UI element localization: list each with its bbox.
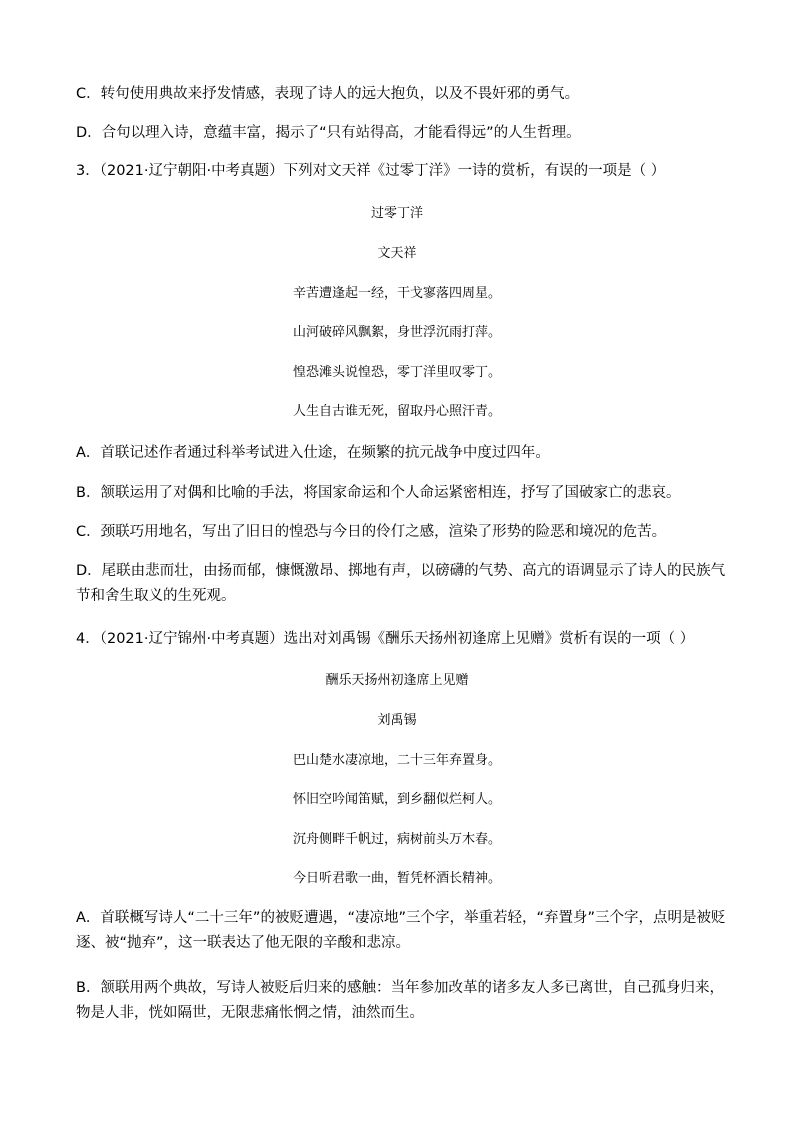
q2-option-c: C．转句使用典故来抒发情感，表现了诗人的远大抱负，以及不畏奸邪的勇气。 xyxy=(76,86,580,102)
q4-poem-line: 怀旧空吟闻笛赋，到乡翻似烂柯人。 xyxy=(292,792,501,807)
q3-poem-title: 过零丁洋 xyxy=(370,206,423,221)
q4-poem-line: 今日听君歌一曲，暂凭杯酒长精神。 xyxy=(292,871,501,886)
q4-stem: 4．（2021·辽宁锦州·中考真题）选出对刘禹锡《酬乐天扬州初逢席上见赠》赏析有误的一项（ ） xyxy=(76,631,695,647)
q3-option-b: B．颔联运用了对偶和比喻的手法，将国家命运和个人命运紧密相连，抒写了国破家亡的悲哀。 xyxy=(76,485,681,501)
q2-option-d: D．合句以理入诗，意蕴丰富，揭示了“只有站得高，才能看得远”的人生哲理。 xyxy=(76,125,581,141)
q3-poem-line: 人生自古谁无死，留取丹心照汗青。 xyxy=(292,404,501,419)
q4-poem-author: 刘禹锡 xyxy=(377,713,417,728)
q4-poem-title: 酬乐天扬州初逢席上见赠 xyxy=(325,673,469,688)
q4-option-a: A．首联概写诗人“二十三年”的被贬遭遇，“凄凉地”三个字，举重若轻，“弃置身”三个字，点明是被贬逐、被“抛弃”，这一联表达了他无限的辛酸和悲凉。 xyxy=(76,910,726,951)
q3-poem-author: 文天祥 xyxy=(377,246,417,261)
q4-option-b: B．颔联用两个典故，写诗人被贬后归来的感触：当年参加改革的诸多友人多已离世，自己孤身归来，物是人非，恍如隔世，无限悲痛怅惘之情，油然而生。 xyxy=(76,980,724,1021)
q3-poem-line: 山河破碎风飘絮，身世浮沉雨打萍。 xyxy=(292,325,501,340)
q4-poem-line: 沉舟侧畔千帆过，病树前头万木春。 xyxy=(292,832,501,847)
q3-option-a: A．首联记述作者通过科举考试进入仕途，在频繁的抗元战争中度过四年。 xyxy=(76,445,550,461)
q3-stem: 3．（2021·辽宁朝阳·中考真题）下列对文天祥《过零丁洋》一诗的赏析，有误的一项是（ ） xyxy=(76,163,666,179)
q3-option-d: D．尾联由悲而壮，由扬而郁，慷慨激昂、掷地有声，以磅礴的气势、高亢的语调显示了诗人的民族气节和舍生取义的生死观。 xyxy=(76,563,726,604)
q3-option-c: C．颈联巧用地名，写出了旧日的惶恐与今日的伶仃之感，渲染了形势的险恶和境况的危苦。 xyxy=(76,524,667,540)
q4-poem-line: 巴山楚水凄凉地，二十三年弃置身。 xyxy=(292,753,501,768)
q3-poem-line: 惶恐滩头说惶恐，零丁洋里叹零丁。 xyxy=(292,365,501,380)
q3-poem-line: 辛苦遭逢起一经，干戈寥落四周星。 xyxy=(292,286,501,301)
